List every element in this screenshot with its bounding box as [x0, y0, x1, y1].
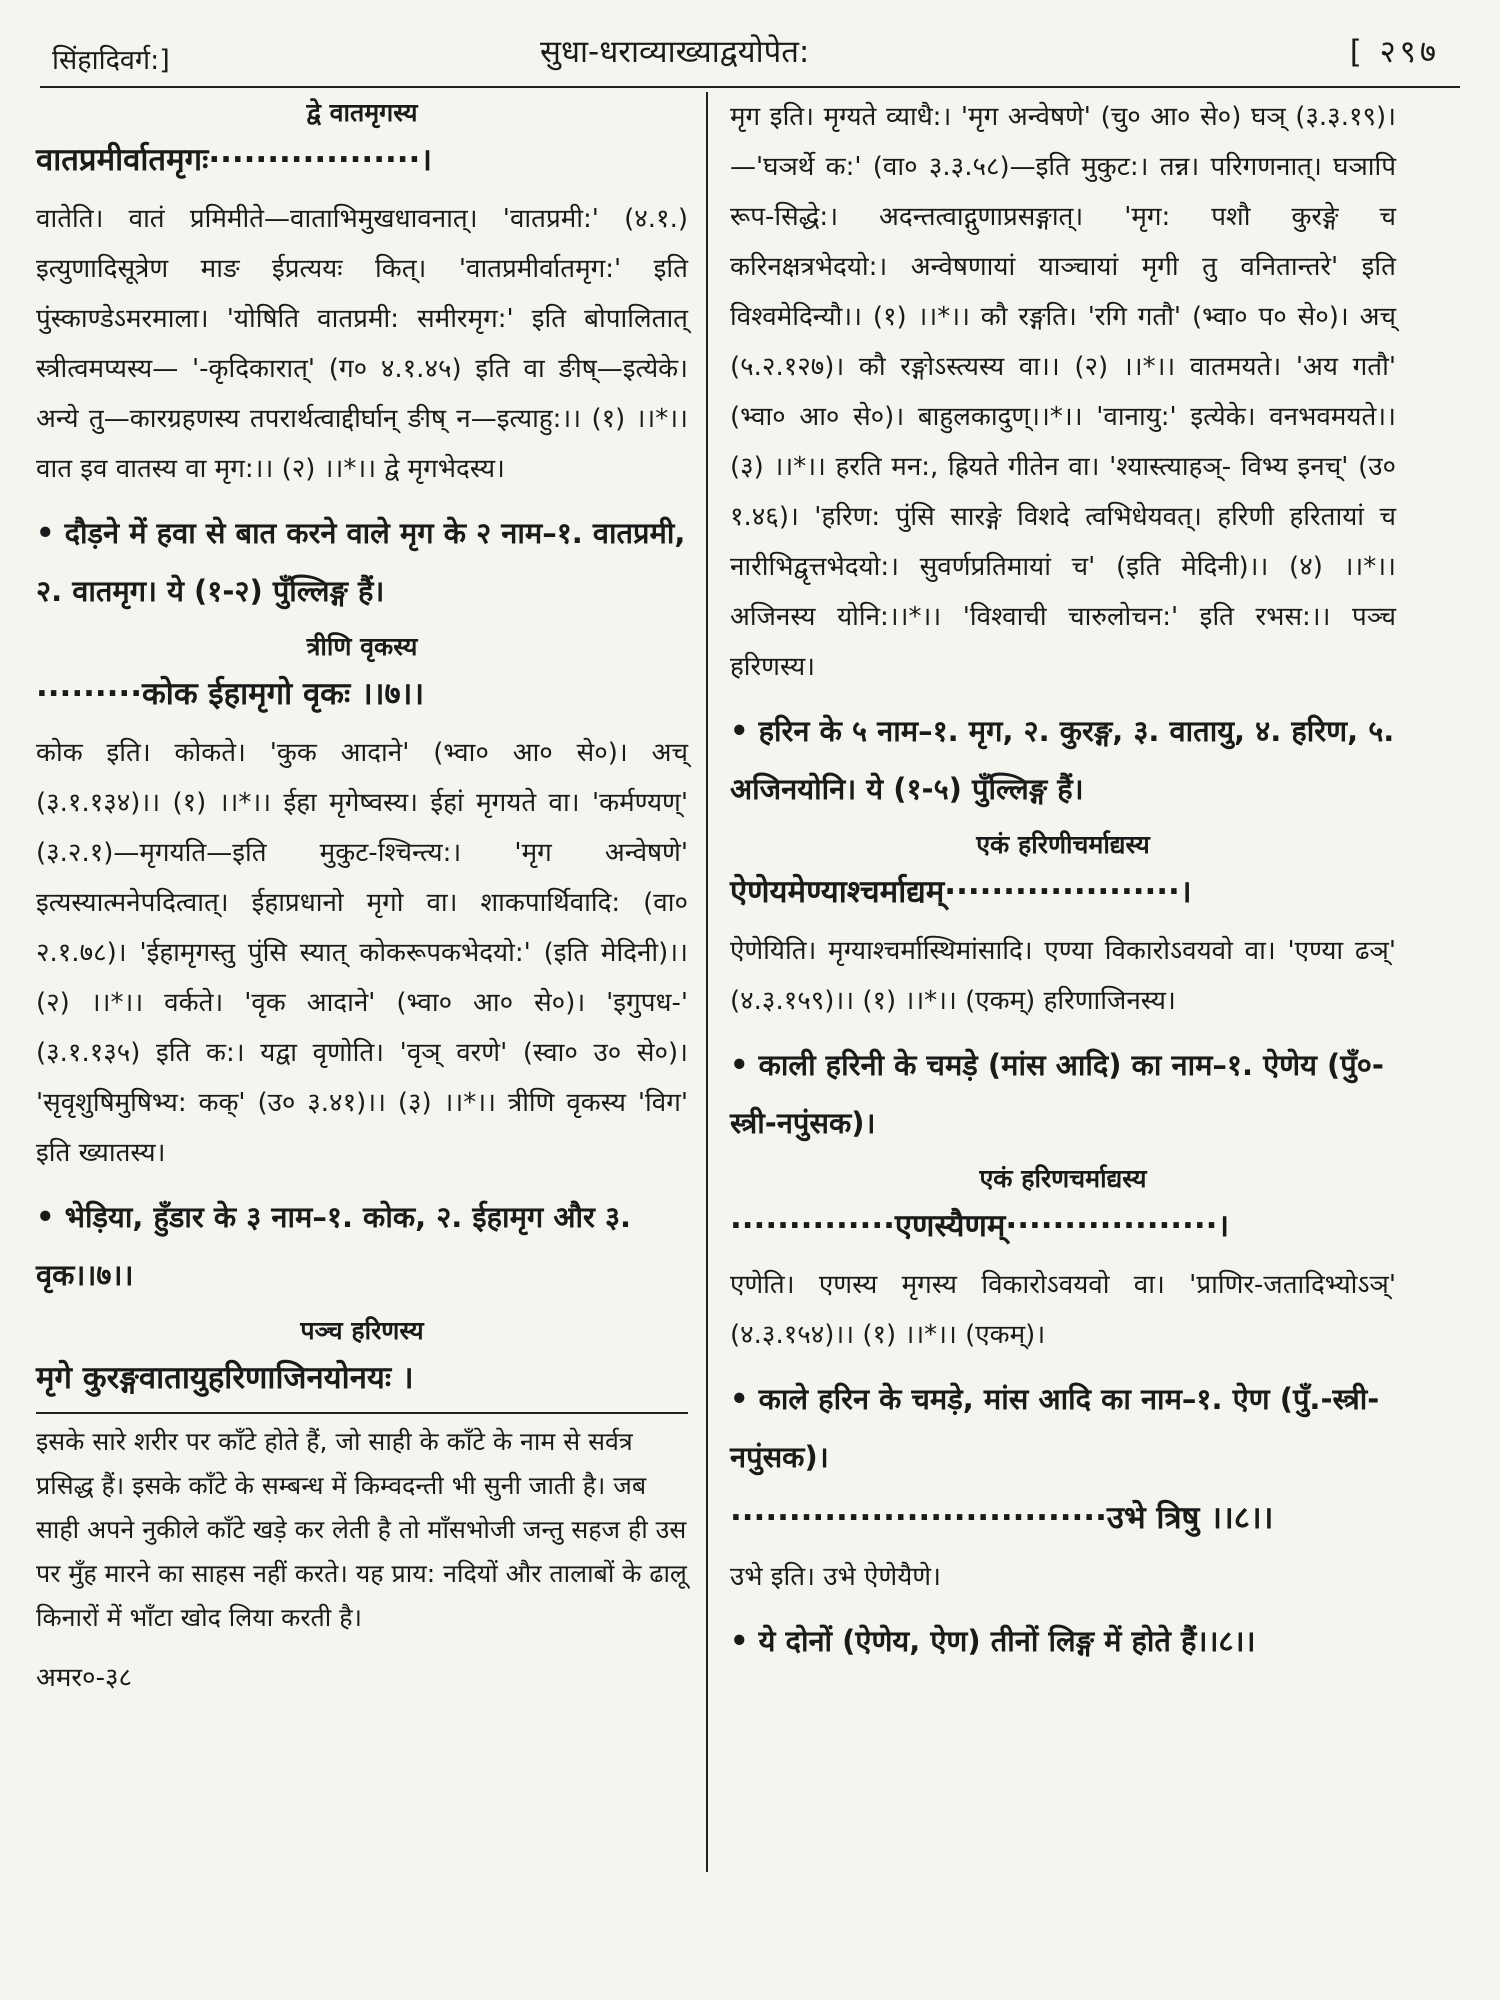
footnote-box: इसके सारे शरीर पर काँटे होते हैं, जो साही के काँटे के नाम से सर्वत्र प्रसिद्ध हैं। इसके काँटे के सम्बन्ध में किम्वदन्ती भी सुनी जाती है। जब साही अपने नुकीले काँटे खड़े कर लेती है तो माँसभोजी जन्तु सहज ही उस पर मुँह मारने का साहस नहीं करते। यह प्राय: नदियों और तालाबों के ढालू किनारों में भाँटा खोद लिया करती है।	[36, 1412, 688, 1640]
section-heading: त्रीणि वृकस्य	[306, 632, 418, 661]
commentary: मृग इति। मृग्यते व्याधै:। 'मृग अन्वेषणे' (चु० आ० से०) घञ् (३.३.१९)।—'घञर्थे क:' (वा० ३.३.५८)—इति मुकुट:। तन्न। परिगणनात्। घञापि रूप-सिद्धे:। अदन्तत्वाद्गुणाप्रसङ्गात्। 'मृग: पशौ कुरङ्गे च करिनक्षत्रभेदयो:। अन्वेषणायां याञ्चायां मृगी तु वनितान्तरे' इति विश्वमेदिन्यौ।। (१) ।।*।। कौ रङ्गति। 'रगि गतौ' (भ्वा० प० से०)। अच् (५.२.१२७)। कौ रङ्गोऽस्त्यस्य वा।। (२) ।।*।। वातमयते। 'अय गतौ' (भ्वा० आ० से०)। बाहुलकादुण्।।*।। 'वानायु:' इत्येके। वनभवमयते।। (३) ।।*।। हरति मन:, ह्रियते गीतेन वा। 'श्यास्त्याहञ्- विभ्य इनच्' (उ० १.४६)। 'हरिण: पुंसि सारङ्गे विशदे त्वभिधेयवत्। हरिणी हरितायां च नारीभिद्वृत्तभेदयो:। सुवर्णप्रतिमायां च' (इति मेदिनी)।। (४) ।।*।। अजिनस्य योनि:।।*।। 'विश्वाची चारुलोचन:' इति रभस:।। पञ्च हरिणस्य।	[730, 102, 1396, 682]
verse-line: ··············एणस्यैणम्··················।	[730, 1208, 1230, 1244]
commentary: एणेति। एणस्य मृगस्य विकारोऽवयवो वा। 'प्राणिर-जतादिभ्योऽञ्' (४.३.१५४)।। (१) ।।*।। (एकम्)।	[730, 1270, 1396, 1350]
commentary: कोक इति। कोकते। 'कुक आदाने' (भ्वा० आ० से०)। अच् (३.१.१३४)।। (१) ।।*।। ईहा मृगेष्वस्य। ईहां मृगयते वा। 'कर्मण्यण्' (३.२.१)—मृगयति—इति मुकुट-श्चिन्त्य:। 'मृग अन्वेषणे' इत्यस्यात्मनेपदित्वात्। ईहाप्रधानो मृगो वा। शाकपार्थिवादि: (वा० २.१.७८)। 'ईहामृगस्तु पुंसि स्यात् कोकरूपकभेदयो:' (इति मेदिनी)।। (२) ।।*।। वर्कते। 'वृक आदाने' (भ्वा० आ० से०)। 'इगुपध-' (३.१.१३५) इति क:। यद्वा वृणोति। 'वृञ् वरणे' (स्वा० उ० से०)। 'सृवृशुषिमुषिभ्य: कक्' (उ० ३.४१)।। (३) ।।*।। त्रीणि वृकस्य 'विग' इति ख्यातस्य।	[36, 738, 688, 1168]
commentary: उभे इति। उभे ऐणेयैणे।	[730, 1562, 941, 1592]
hindi-meaning: • ये दोनों (ऐणेय, ऐण) तीनों लिङ्ग में होते हैं।।८।।	[730, 1624, 1256, 1658]
hindi-meaning: • हरिन के ५ नाम–१. मृग, २. कुरङ्ग, ३. वातायु, ४. हरिण, ५. अजिनयोनि। ये (१-५) पुँल्लिङ्ग हैं।	[730, 714, 1395, 806]
commentary: ऐणेयिति। मृग्याश्चर्मास्थिमांसादि। एण्या विकारोऽवयवो वा। 'एण्या ढञ्' (४.३.१५९)।। (१) ।।*।। (एकम्) हरिणाजिनस्य।	[730, 936, 1396, 1016]
footer-signature: अमर०-३८	[36, 1663, 132, 1693]
header-running-title: सुधा-धराव्याख्याद्वयोपेत:	[540, 34, 810, 70]
header-page-number: [ २९७	[1349, 34, 1440, 70]
verse-line: वातप्रमीर्वातमृगः··················।	[36, 142, 433, 178]
left-column	[36, 92, 688, 1694]
verse-line: मृगे कुरङ्गवातायुहरिणाजिनयोनयः ।	[36, 1360, 414, 1396]
header-rule	[40, 86, 1460, 88]
section-heading: एकं हरिणीचर्माद्यस्य	[976, 830, 1150, 859]
hindi-meaning: • काले हरिन के चमड़े, मांस आदि का नाम–१. ऐण (पुँ.-स्त्री-नपुंसक)।	[730, 1382, 1380, 1474]
column-divider	[706, 92, 708, 1872]
right-column	[730, 92, 1396, 1676]
verse-line: ऐणेयमेण्याश्चर्माद्यम्····················।	[730, 874, 1192, 910]
header-section-title: सिंहादिवर्ग:]	[52, 45, 170, 76]
section-heading: एकं हरिणचर्माद्यस्य	[979, 1164, 1147, 1193]
section-heading: पञ्च हरिणस्य	[300, 1316, 424, 1345]
verse-line: ·········कोक ईहामृगो वृकः ।।७।।	[36, 676, 425, 712]
hindi-meaning: • भेड़िया, हुँडार के ३ नाम–१. कोक, २. ईहामृग और ३. वृक।।७।।	[36, 1200, 632, 1292]
hindi-meaning: • काली हरिनी के चमड़े (मांस आदि) का नाम–१. ऐणेय (पुँ०-स्त्री-नपुंसक)।	[730, 1048, 1384, 1140]
hindi-meaning: • दौड़ने में हवा से बात करने वाले मृग के २ नाम–१. वातप्रमी, २. वातमृग। ये (१-२) पुँल्लिङ्ग हैं।	[36, 516, 686, 608]
commentary: वातेति। वातं प्रमिमीते—वाताभिमुखधावनात्। 'वातप्रमी:' (४.१.) इत्युणादिसूत्रेण माङ ईप्रत्ययः कित्। 'वातप्रमीर्वातमृग:' इति पुंस्काण्डेऽमरमाला। 'योषिति वातप्रमी: समीरमृग:' इति बोपालितात् स्त्रीत्वमप्यस्य— '-कृदिकारात्' (ग० ४.१.४५) इति वा ङीष्—इत्येके। अन्ये तु—कारग्रहणस्य तपरार्थत्वाद्दीर्घान् ङीष् न—इत्याहु:।। (१) ।।*।। वात इव वातस्य वा मृग:।। (२) ।।*।। द्वे मृगभेदस्य।	[36, 204, 688, 484]
section-heading: द्वे वातमृगस्य	[306, 98, 418, 127]
verse-line: ································उभे त्रिषु ।।८।।	[730, 1500, 1274, 1536]
